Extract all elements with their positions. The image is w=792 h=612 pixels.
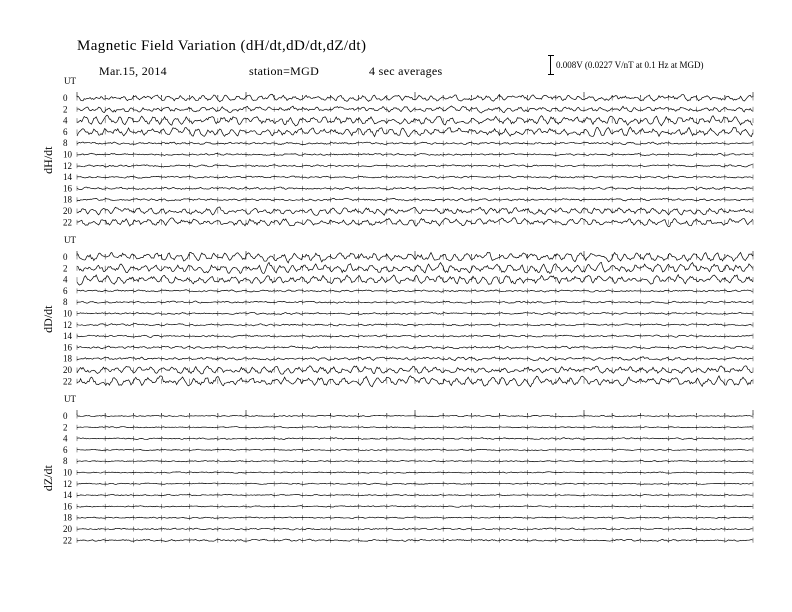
row-label: 6: [63, 126, 68, 137]
row-label: 12: [63, 160, 72, 171]
row-label: 0: [63, 411, 68, 421]
row-label: 10: [63, 308, 72, 319]
station-label: station=MGD: [249, 64, 320, 78]
panel-ylabel: dH/dt: [41, 146, 55, 174]
row-label: 4: [63, 433, 68, 444]
averaging-label: 4 sec averages: [369, 64, 443, 78]
row-label: 18: [63, 512, 72, 523]
row-label: 16: [63, 183, 72, 194]
row-label: 20: [63, 206, 72, 216]
row-label: 0: [63, 252, 68, 262]
row-label: 4: [63, 115, 68, 126]
panel-ylabel: dD/dt: [41, 305, 55, 333]
row-label: 14: [63, 490, 72, 501]
row-label: 2: [63, 104, 68, 115]
row-label: 2: [63, 422, 68, 433]
row-label: 12: [63, 319, 72, 330]
row-label: 12: [63, 478, 72, 489]
ut-axis-label: UT: [64, 235, 76, 245]
row-label: 20: [63, 365, 72, 375]
scale-label: 0.008V (0.0227 V/nT at 0.1 Hz at MGD): [556, 60, 704, 70]
row-label: 14: [63, 172, 72, 183]
chart-title: Magnetic Field Variation (dH/dt,dD/dt,dZ/dt): [77, 38, 367, 54]
row-label: 22: [63, 376, 72, 387]
row-label: 0: [63, 93, 68, 103]
row-label: 8: [63, 297, 68, 308]
row-label: 2: [63, 263, 68, 274]
row-label: 8: [63, 456, 68, 467]
row-label: 18: [63, 353, 72, 364]
row-label: 16: [63, 501, 72, 512]
row-label: 6: [63, 444, 68, 455]
row-label: 4: [63, 274, 68, 285]
row-label: 22: [63, 217, 72, 228]
row-label: 20: [63, 524, 72, 534]
row-label: 18: [63, 194, 72, 205]
panel-ylabel: dZ/dt: [41, 465, 55, 492]
row-label: 16: [63, 342, 72, 353]
date-label: Mar.15, 2014: [99, 64, 167, 78]
row-label: 10: [63, 149, 72, 160]
row-label: 10: [63, 467, 72, 478]
ut-axis-label: UT: [64, 76, 76, 86]
row-label: 8: [63, 138, 68, 149]
row-label: 14: [63, 331, 72, 342]
ut-axis-label: UT: [64, 394, 76, 404]
row-label: 22: [63, 535, 72, 546]
row-label: 6: [63, 285, 68, 296]
